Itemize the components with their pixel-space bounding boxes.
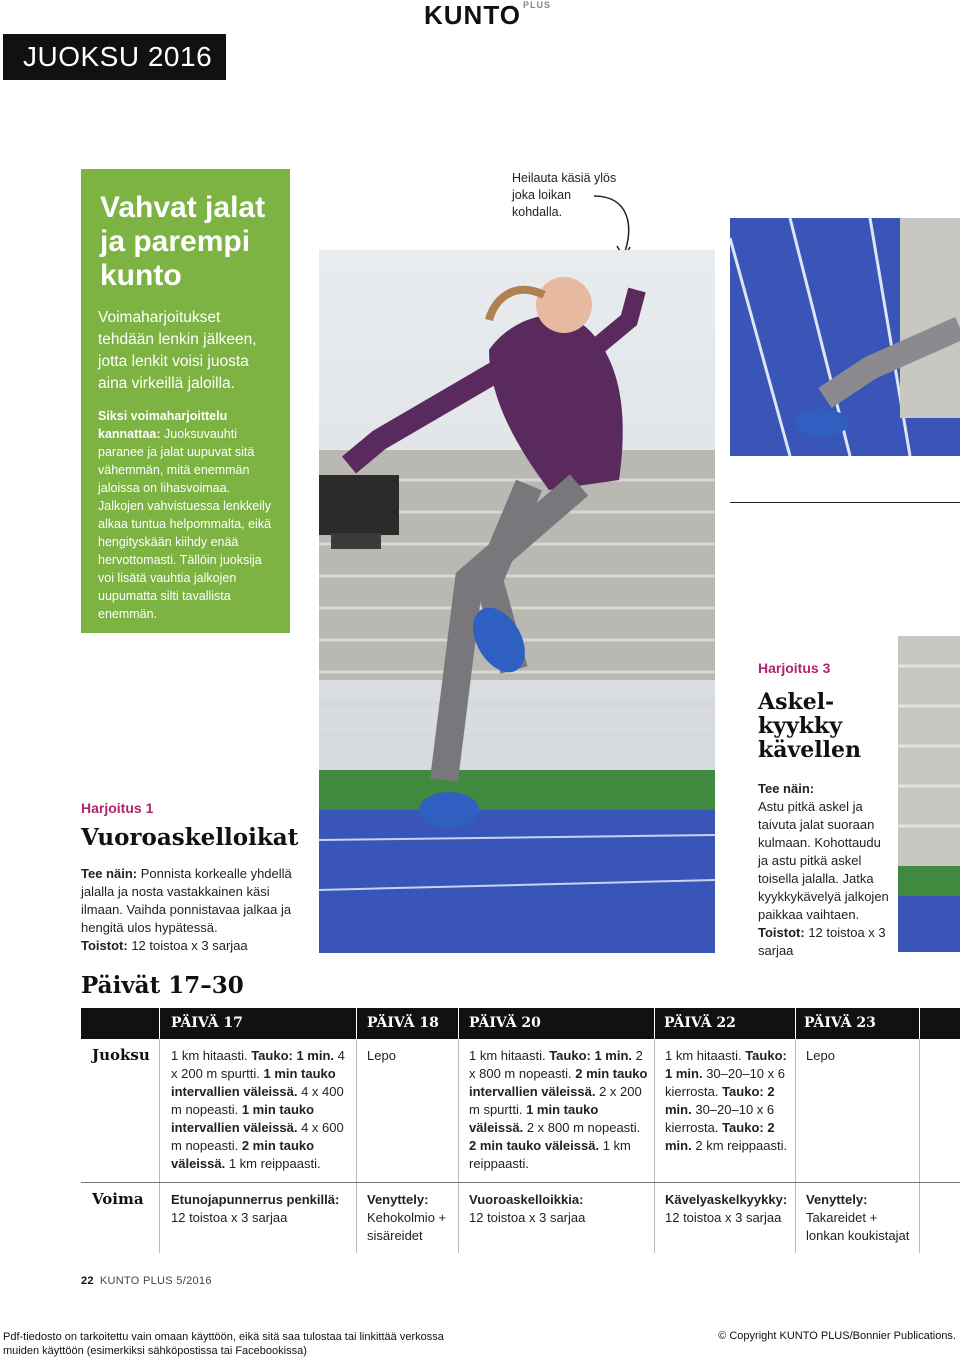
voima-day-17 [171,1191,351,1227]
intro-body-lead: Siksi voimaharjoittelu kannattaa: [98,409,228,441]
intro-box [81,169,290,633]
header-day-23: PÄIVÄ 23 [804,1015,876,1031]
col-sep-4 [654,1039,655,1253]
exercise-3-title [758,690,893,762]
header-day-17: PÄIVÄ 17 [171,1015,243,1031]
voima-day-20-text: 12 toistoa x 3 sarjaa [469,1210,586,1225]
juoksu-day-18: Lepo [367,1048,396,1063]
folio [81,1275,212,1287]
col-sep-2 [356,1039,357,1253]
row-label-voima: Voima [92,1190,144,1208]
exercise-1-title: Vuoroaskelloikat [81,824,299,851]
header-day-22: PÄIVÄ 22 [664,1015,736,1031]
footer-disclaimer: Pdf-tiedosto on tarkoitettu vain omaan käyttöön, eikä sitä saa tulostaa tai linkittää verkossa muiden käyttöön (esimerkiksi sähköpostissa tai Facebookissa) [3,1331,444,1357]
exercise-3-body [758,780,893,960]
exercise-3-reps-label: Toistot: [758,925,805,940]
col-sep-3 [458,1039,459,1253]
juoksu-day-17: 1 km hitaasti. Tauko: 1 min. 4 x 200 m spurtti. 1 min tauko intervallien väleissä. 4 x 400 m nopeasti. 1 min tauko intervallien väleissä. 4 x 600 m nopeasti. 2 min tauko väleissä. 1 km reippaasti. [171,1048,345,1171]
juoksu-day-23: Lepo [806,1048,835,1063]
days-title: Päivät 17–30 [81,972,244,999]
voima-day-17-text: 12 toistoa x 3 sarjaa [171,1210,288,1225]
exercise-3-do-text: Astu pitkä askel ja taivuta jalat suoraan kulmaan. Kohottaudu ja astu pitkä askel toisella jalalla. Jatka kyykkykävelyä jalkojen paikkaa vaihtaen. [758,799,889,922]
divider-line [730,502,960,503]
juoksu-day-22: 1 km hitaasti. Tauko: 1 min. 30–20–10 x 6 kierrosta. Tauko: 2 min. 30–20–10 x 6 kierrosta. Tauko: 2 min. 2 km reippaasti. [665,1048,788,1153]
intro-title: Vahvat jalat ja parempi kunto [100,191,266,292]
brand-name: KUNTO [424,0,521,30]
exercise-1 [81,800,311,955]
exercise-3-label: Harjoitus 3 [758,660,831,676]
arrow-note: Heilauta käsiä ylös joka loikan kohdalla. [512,171,617,219]
brand-logo [424,0,551,31]
voima-day-18 [367,1191,452,1245]
voima-day-20 [469,1191,649,1227]
intro-body-text: Juoksuvauhti paranee ja jalat uupuvat sitä vähemmän, mitä enemmän jaloissa on lihasvoimaa. Jalkojen vahvistuessa lenkkeily alkaa tuntua helpommalta, eikä hengityskään kiihdy enää hervottomasti. Tällöin juoksija voi lisätä vauhtia jalkojen uupumatta silti tavallista enemmän. [98,427,272,621]
header-day-18: PÄIVÄ 18 [367,1015,439,1031]
voima-day-20-title: Vuoroaskelloikkia: [469,1192,584,1207]
exercise-3-title-line3: kävellen [758,737,861,763]
voima-day-23-title: Venyttely: [806,1192,868,1207]
intro-body [98,407,274,623]
page-number: 22 [81,1275,94,1287]
exercise-3 [758,660,893,960]
voima-day-22 [665,1191,790,1227]
exercise-1-label: Harjoitus 1 [81,800,154,816]
row-label-juoksu: Juoksu [92,1046,150,1064]
exercise-3-title-line1: Askel- [758,689,835,715]
row-divider [81,1182,960,1183]
footer-copyright: © Copyright KUNTO PLUS/Bonnier Publications. [718,1330,956,1342]
intro-text: Voimaharjoitukset tehdään lenkin jälkeen, jotta lenkit voisi juosta aina virkeillä jaloilla. [98,309,257,392]
voima-day-23 [806,1191,916,1245]
stadium-photo [898,636,960,952]
col-sep-1 [159,1039,160,1253]
juoksu-day-20: 1 km hitaasti. Tauko: 1 min. 2 x 800 m nopeasti. 2 min tauko intervallien väleissä. 2 x 200 m spurtti. 1 min tauko väleissä. 2 x 800 m nopeasti. 2 min tauko väleissä. 1 km reippaasti. [469,1048,648,1171]
voima-day-17-title: Etunojapunnerrus penkillä: [171,1192,340,1207]
section-header: JUOKSU 2016 [3,34,226,80]
exercise-1-do-text: Ponnista korkealle yhdellä jalalla ja nosta vastakkainen käsi ilmaan. Vaihda ponnistavaa jalkaa ja hengitä ulos hypätessä. [81,866,292,935]
voima-day-18-text: Kehokolmio + sisäreidet [367,1210,447,1243]
exercise-3-reps-text: 12 toistoa x 3 sarjaa [758,925,886,958]
brand-sub: PLUS [522,0,551,10]
exercise-3-title-line2: kyykky [758,713,843,739]
exercise-1-do-label: Tee näin: [81,866,138,881]
col-sep-6 [919,1039,920,1253]
voima-day-22-title: Kävelyaskelkyykky: [665,1192,788,1207]
magazine-issue: KUNTO PLUS 5/2016 [99,1275,212,1287]
schedule-header [81,1008,960,1039]
voima-day-23-text: Takareidet + lonkan koukistajat [806,1210,910,1243]
voima-day-22-text: 12 toistoa x 3 sarjaa [665,1210,782,1225]
header-day-20: PÄIVÄ 20 [469,1015,541,1031]
lunge-photo [730,218,960,456]
col-sep-5 [795,1039,796,1253]
exercise-3-do-label: Tee näin: [758,781,815,796]
voima-day-18-title: Venyttely: [367,1192,429,1207]
runner-photo [319,250,715,953]
exercise-1-reps-text: 12 toistoa x 3 sarjaa [131,938,248,953]
exercise-1-reps-label: Toistot: [81,938,128,953]
exercise-1-body [81,865,311,955]
